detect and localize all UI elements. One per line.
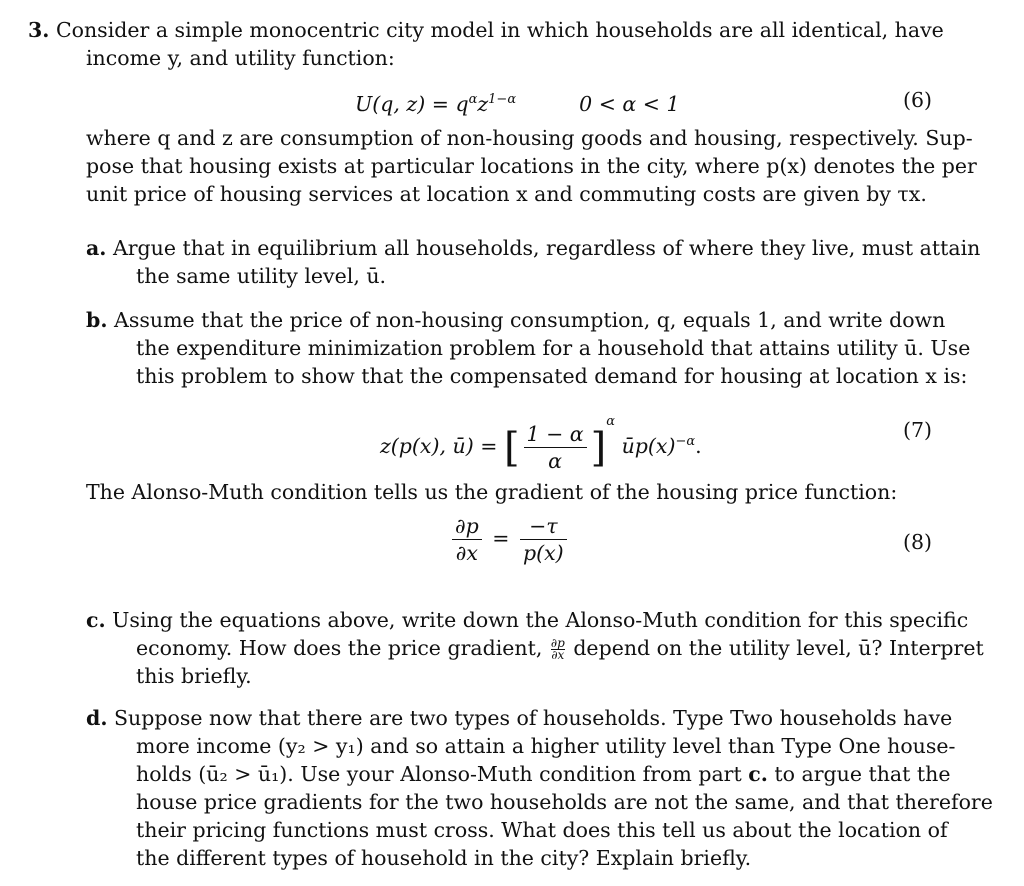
eq7-fraction bbox=[524, 421, 587, 474]
eq6-condition: 0 < α < 1 bbox=[579, 91, 680, 116]
part-b-label: b. bbox=[86, 308, 108, 332]
eq6-z: z bbox=[477, 91, 489, 116]
part-d-text3a: holds (ū₂ > ū₁). Use your Alonso-Muth condition from part bbox=[136, 762, 742, 786]
where-line2: pose that housing exists at particular locations in the city, where p(x) denotes the per bbox=[86, 154, 977, 178]
eq8-rhs-fraction bbox=[520, 513, 567, 566]
part-d-line5: their pricing functions must cross. What does this tell us about the location of bbox=[136, 818, 948, 842]
part-d-text3b: to argue that the bbox=[774, 762, 951, 786]
eq6-sup-one-minus-alpha: 1−α bbox=[488, 92, 517, 107]
part-c-line3: this briefly. bbox=[136, 664, 252, 688]
part-a-text1: Argue that in equilibrium all households, regardless of where they live, must attain bbox=[112, 236, 981, 260]
equation-8 bbox=[448, 508, 571, 568]
eq8-rhs-denominator: p(x) bbox=[522, 541, 564, 565]
eq7-bracket-exponent: α bbox=[606, 414, 616, 429]
part-a-label: a. bbox=[86, 236, 107, 260]
part-c-inline-fraction bbox=[551, 638, 565, 661]
eq8-equals: = bbox=[492, 526, 510, 550]
eq7-rhs-exponent: −α bbox=[675, 434, 696, 450]
eq8-rhs-numerator: −τ bbox=[520, 513, 567, 540]
part-c-line2 bbox=[136, 634, 984, 662]
part-b-line1 bbox=[86, 306, 945, 334]
eq8-lhs-fraction bbox=[452, 513, 482, 566]
part-d-label: d. bbox=[86, 706, 108, 730]
equation-7-number: (7) bbox=[902, 418, 932, 442]
eq7-right-bracket: ] bbox=[590, 424, 607, 471]
part-a-line1 bbox=[86, 234, 980, 262]
eq7-period: . bbox=[695, 434, 702, 458]
equation-8-number: (8) bbox=[902, 530, 932, 554]
eq7-fraction-denominator: α bbox=[548, 449, 563, 473]
part-c-line1 bbox=[86, 606, 968, 634]
eq6-lhs: U(q, z) = q bbox=[355, 91, 469, 116]
equation-6 bbox=[355, 86, 680, 118]
part-d-line3 bbox=[136, 760, 950, 788]
part-d-ref-c: c. bbox=[748, 762, 768, 786]
part-d-text1: Suppose now that there are two types of households. Type Two households have bbox=[114, 706, 953, 730]
part-c-frac-denominator: ∂x bbox=[551, 648, 565, 662]
equation-6-number: (6) bbox=[902, 88, 932, 112]
where-line1: where q and z are consumption of non-housing goods and housing, respectively. Sup- bbox=[86, 126, 973, 150]
part-d-line1 bbox=[86, 704, 952, 732]
question-number: 3. bbox=[28, 18, 50, 42]
eq7-fraction-numerator: 1 − α bbox=[524, 421, 587, 448]
eq7-lhs: z(p(x), ū) = bbox=[380, 434, 498, 458]
eq7-rhs: ūp(x) bbox=[621, 434, 676, 458]
eq6-sup-alpha: α bbox=[468, 92, 478, 107]
part-d-line6: the different types of household in the city? Explain briefly. bbox=[136, 846, 752, 870]
eq8-lhs-numerator: ∂p bbox=[452, 513, 482, 540]
part-c-frac-numerator: ∂p bbox=[550, 636, 565, 650]
part-c-text2b: depend on the utility level, ū? Interpret bbox=[573, 636, 984, 660]
eq8-lhs-denominator: ∂x bbox=[455, 541, 478, 565]
part-c-text1: Using the equations above, write down the Alonso-Muth condition for this specific bbox=[112, 608, 969, 632]
eq7-left-bracket: [ bbox=[503, 424, 520, 471]
part-b-line2: the expenditure minimization problem for a household that attains utility ū. Use bbox=[136, 336, 971, 360]
part-c-label: c. bbox=[86, 608, 106, 632]
part-c-text2a: economy. How does the price gradient, bbox=[136, 636, 543, 660]
part-a-line2: the same utility level, ū. bbox=[136, 264, 387, 288]
question-intro-line2: income y, and utility function: bbox=[86, 46, 395, 70]
part-b-text1: Assume that the price of non-housing consumption, q, equals 1, and write down bbox=[114, 308, 946, 332]
question-first-line bbox=[28, 16, 944, 44]
part-d-line4: house price gradients for the two households are not the same, and that therefore bbox=[136, 790, 993, 814]
alonso-muth-line: The Alonso-Muth condition tells us the gradient of the housing price function: bbox=[86, 480, 898, 504]
part-d-line2: more income (y₂ > y₁) and so attain a higher utility level than Type One house- bbox=[136, 734, 956, 758]
part-b-line3: this problem to show that the compensated demand for housing at location x is: bbox=[136, 364, 968, 388]
question-intro-line1: Consider a simple monocentric city model in which households are all identical, have bbox=[55, 18, 944, 42]
equation-7 bbox=[380, 392, 702, 476]
where-line3: unit price of housing services at location x and commuting costs are given by τx. bbox=[86, 182, 927, 206]
